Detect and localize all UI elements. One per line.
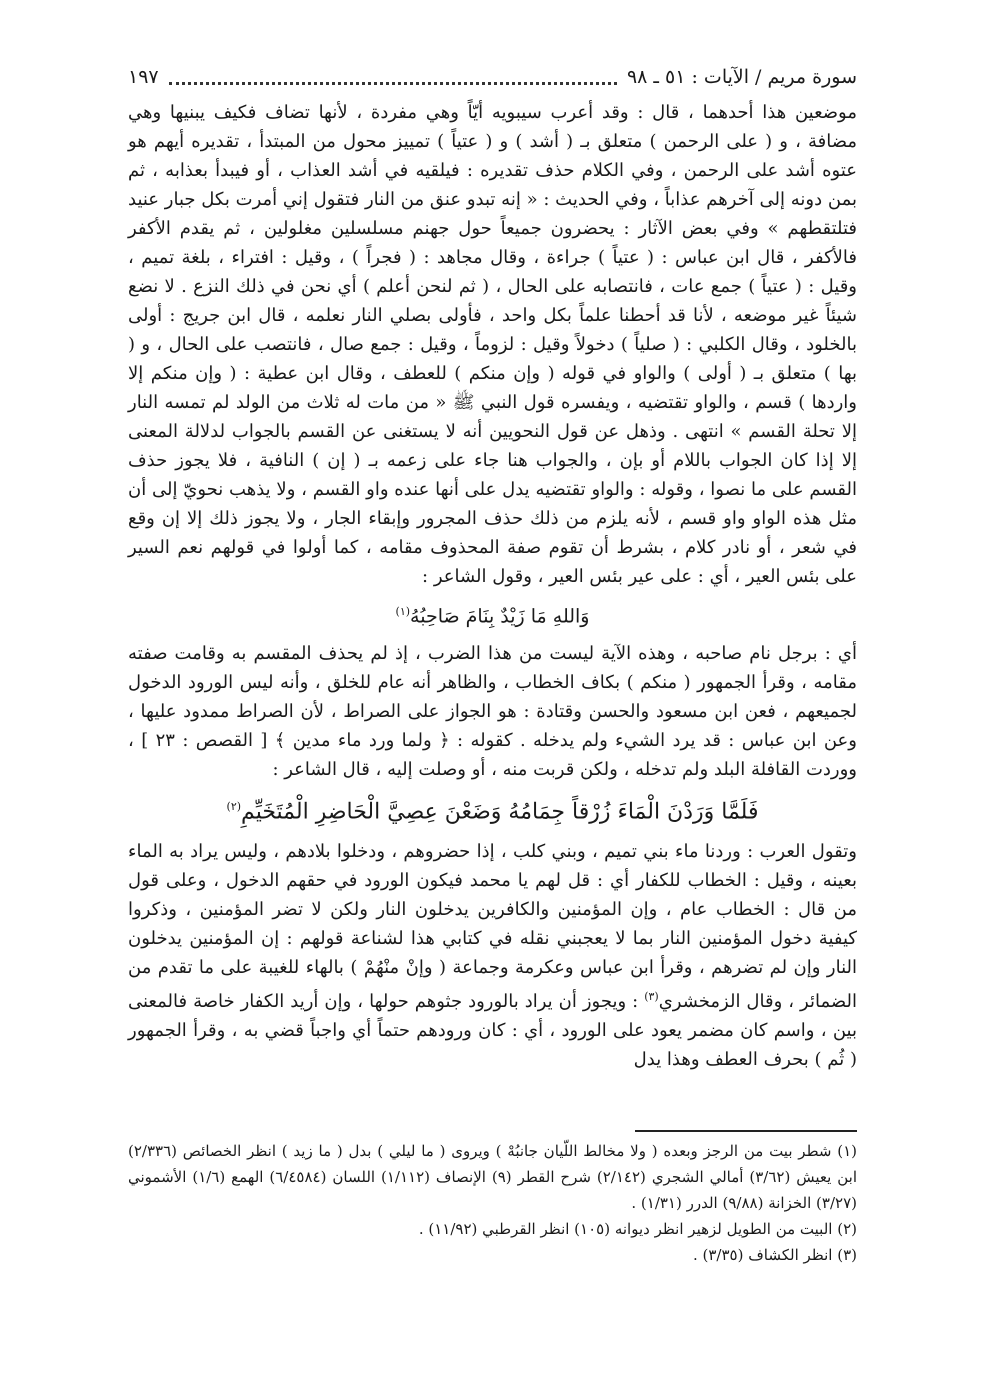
paragraph-1: موضعين هذا أحدهما ، قال : وقد أعرب سيبويه أيّاً وهي مفردة ، لأنها تضاف فكيف يبنيها وهي مضافة ، و ( على الرحمن ) متعلق بـ ( أشد ) و ( عتياً ) تمييز محول من المبتدأ ، تقديره أيهم هو عتوه أشد على الرحمن ، وفي الكلام حذف تقديره : فيلقيه في أشد العذاب ، أو فيبدأ بعذابه ، ثم بمن دونه إلى آخرهم عذاباً ، وفي الحديث : « إنه تبدو عنق من النار فتقول إني أمرت بكل جبار عنيد فتلتقطهم » وفي بعض الآثار : يحضرون جميعاً حول جهنم مسلسلين مغلولين ، ثم يقدم الأكفر فالأكفر ، قال ابن عباس : ( عتياً ) جراءة ، وقال مجاهد : ( فجراً ) ، وقيل : افتراء ، بلغة تميم ، وقيل : ( عتياً ) جمع عات ، فانتصابه على الحال ، ( ثم لنحن أعلم ) أي نحن في ذلك النزع . لا نضع شيئاً غير موضعه ، لأنا قد أحطنا علماً بكل واحد ، فأولى بصلي النار نعلمه ، قال ابن جريج : أولى بالخلود ، وقال الكلبي : ( صلياً ) دخولاً وقيل : لزوماً ، وقيل : جمع صال ، فانتصب على الحال ، و ( بها ) متعلق بـ ( أولى ) والواو في قوله ( وإن منكم ) للعطف ، وقال ابن عطية : ( وإن منكم إلا واردها ) قسم ، والواو تقتضيه ، ويفسره قول النبي ﷺ « من مات له ثلاث من الولد لم تمسه النار إلا تحلة القسم » انتهى . وذهل عن قول النحويين أنه لا يستغنى عن القسم بالجواب لدلالة المعنى إلا إذا كان الجواب باللام أو بإن ، والجواب هنا جاء على زعمه بـ ( إن ) النافية ، فلا يجوز حذف القسم على ما نصوا ، وقوله : والواو تقتضيه يدل على أنها عنده واو القسم ، ولا يذهب نحويّ إلى أن مثل هذه الواو واو قسم ، لأنه يلزم من ذلك حذف المجرور وإبقاء الجار ، ولا يجوز ذلك إلا إن وقع في شعر ، أو نادر كلام ، بشرط أن تقوم صفة المحذوف مقامه ، كما أولوا في قولهم نعم السير على بئس العير ، أي : على عير بئس العير ، وقول الشاعر : [128,102,857,587]
footnote-2: (٢) البيت من الطويل لزهير انظر ديوانه (١٠٥) انظر القرطبي (١١/٩٢) . [418,1220,857,1238]
paragraph-3-continued: : ويجوز أن يراد بالورود جثوهم حولها ، وإن أريد الكفار خاصة فالمعنى بين ، واسم كان مضمر يعود على الورود ، أي : كان ورودهم حتماً أي واجباً قضي به ، وقرأ الجمهور ( ثُم ) بحرف العطف وهذا يدل [128,990,857,1070]
footnote-ref-1: (١) [395,605,411,618]
footnotes [128,1138,857,1268]
poetry-verse-1 [128,597,857,631]
poetry-verse-2 [128,792,857,826]
paragraph-3 [128,837,857,1074]
verse-2-text: فَلَمَّا وَرَدْنَ الْمَاءَ زُرْقاً جِمَامُهُ وَضَعْنَ عِصِيَّ الْحَاضِرِ الْمُتَخَيِّمِ [241,799,759,825]
footnote-1: (١) شطر بيت من الرجز وبعده ( ولا مخالط اللّيان جانبُهْ ) ويروى ( ما ليلي ) بدل ( ما زيد ) انظر الخصائص (٢/٣٣٦) ابن يعيش (٣/٦٢) أمالي الشجري (٢/١٤٢) شرح القطر (٩) الإنصاف (١/١١٢) اللسان (٦/٤٥٨٤) الهمع (١/٦) الأشموني (٣/٢٧) الخزانة (٩/٨٨) الدرر (١/٣١) . [128,1142,857,1212]
main-text [128,98,857,1074]
footnote-ref-2: (٢) [226,800,242,814]
paragraph-3-text: وتقول العرب : وردنا ماء بني تميم ، وبني كلب ، إذا حضروهم ، ودخلوا بلادهم ، وليس يراد به الماء بعينه ، وقيل : الخطاب للكفار أي : قل لهم يا محمد فيكون الورود في حقهم الدخول ، وعلى قول من قال : الخطاب عام ، وإن المؤمنين والكافرين يدخلون النار ولكن لا تضر المؤمنين ، وذكروا كيفية دخول المؤمنين النار بما لا يعجبني نقله في كتابي هذا لشناعة قولهم : إن المؤمنين يدخلون النار وإن لم تضرهم ، وقرأ ابن عباس وعكرمة وجماعة ( وإنْ منْهُمْ ) بالهاء للغيبة على ما تقدم من الضمائر ، وقال الزمخشري [128,840,857,1012]
header-leader-dots [169,70,617,85]
paragraph-2: أي : برجل نام صاحبه ، وهذه الآية ليست من هذا الضرب ، إذ لم يحذف المقسم به وقامت صفته مقامه ، وقرأ الجمهور ( منكم ) بكاف الخطاب ، والظاهر أنه عام للخلق ، وأنه ليس الورود الدخول لجميعهم ، فعن ابن مسعود والحسن وقتادة : هو الجواز على الصراط ، لأن الصراط ممدود عليها ، وعن ابن عباس : قد يرد الشيء ولم يدخله . كقوله : ﴿ ولما ورد ماء مدين ﴾ [ القصص : ٢٣ ] ، ووردت القافلة البلد ولم تدخله ، ولكن قربت منه ، أو وصلت إليه ، قال الشاعر : [128,643,857,781]
page-number: ١٩٧ [128,66,159,88]
page-header [128,60,857,94]
footnote-3: (٣) انظر الكشاف (٣/٣٥) . [692,1246,857,1264]
verse-1-text: وَاللهِ مَا زَيْدٌ بِنَامَ صَاحِبُهُ [410,605,590,628]
footnote-divider [635,1130,857,1132]
footnote-ref-3: (٣) [644,989,659,1003]
running-title: سورة مريم / الآيات : ٥١ ـ ٩٨ [626,66,857,88]
